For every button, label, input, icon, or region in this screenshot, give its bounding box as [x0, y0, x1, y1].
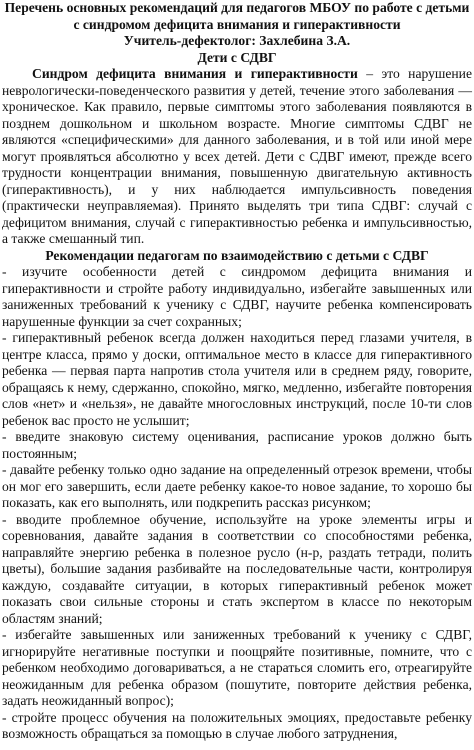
recommendation-item: - избегайте завышенных или заниженных требований к ученику с СДВГ, игнорируйте негативные поступки и поощряйте позитивные, помните, что с ребенком необходимо договариваться, а не стараться сломить его, отреагируйте неожиданным для ребенка образом (пошутите, повторите действия ребенка, задать неожиданный вопрос);	[2, 627, 472, 708]
recommendation-item: - давайте ребенку только одно задание на определенный отрезок времени, чтобы он мог его завершить, если даете ребенку какое-то новое задание, то хорошо бы показать, как его выполнять, или подкрепить рассказ рисунком;	[2, 462, 472, 510]
recommendation-item: - стройте процесс обучения на положительных эмоциях, предоставьте ребенку возможность обращаться за помощью в случае любого затруднения,	[2, 709, 472, 741]
document-author: Учитель-дефектолог: Захлебина З.А.	[123, 33, 351, 48]
document-title: Перечень основных рекомендаций для педагогов МБОУ по работе с детьми с синдромом дефицита внимания и гиперактивности	[4, 0, 470, 32]
section-heading-recommendations: Рекомендации педагогам по взаимодействию с детьми с СДВГ	[45, 247, 429, 263]
intro-paragraph	[2, 66, 472, 248]
intro-lead-term: Синдром дефицита внимания и гиперактивности	[32, 66, 358, 81]
recommendation-item: - гиперактивный ребенок всегда должен находиться перед глазами учителя, в центре класса, прямо у доски, оптимальное место в классе для гиперактивного ребенка — первая парта напротив стола учителя или в среднем ряду, говорите, обращаясь к нему, сдержанно, спокойно, мягко, медленно, избегайте повторения слов «нет» и «нельзя», не давайте многословных инструкций, после 10-ти слов ребенок вас просто не услышит;	[2, 330, 472, 428]
recommendation-item: - изучите особенности детей с синдромом дефицита внимания и гиперактивности и стройте работу индивидуально, избегайте завышенных или заниженных требований к ученику с СДВГ, научите ребенка компенсировать нарушенные функции за счет сохранных;	[2, 264, 472, 329]
section-heading-children: Дети с СДВГ	[197, 49, 277, 65]
recommendation-item: - введите знаковую систему оценивания, расписание уроков должно быть постоянным;	[2, 429, 472, 461]
recommendation-item: - вводите проблемное обучение, используйте на уроке элементы игры и соревнования, давайте задания в соответствии со способностями ребенка, направляйте энергию ребенка в полезное русло (н-р, раздать тетради, полить цветы), большие задания разбивайте на последовательные части, контролируя каждую, создавайте ситуации, в которых гиперактивный ребенок может показать свои сильные стороны и стать экспертом в классе по некоторым областям знаний;	[2, 511, 472, 626]
intro-text: – это нарушение неврологически-поведенческого развития у детей, течение этого заболевания — хроническое. Как правило, первые симптомы этого заболевания появляются в позднем дошкольном и школьном возрасте. Многие симптомы СДВГ не являются «специфическими» для данного заболевания, и в той или иной мере могут проявляться абсолютно у всех детей. Дети с СДВГ имеют, прежде всего трудности концентрации внимания, повышенную двигательную активность (гиперактивность), и у них наблюдается импульсивность поведения (практически неуправляемая). Принято выделять три типа СДВГ: случай с дефицитом внимания, случай с гиперактивностью ребенка и импульсивностью, а также смешанный тип.	[2, 66, 472, 246]
